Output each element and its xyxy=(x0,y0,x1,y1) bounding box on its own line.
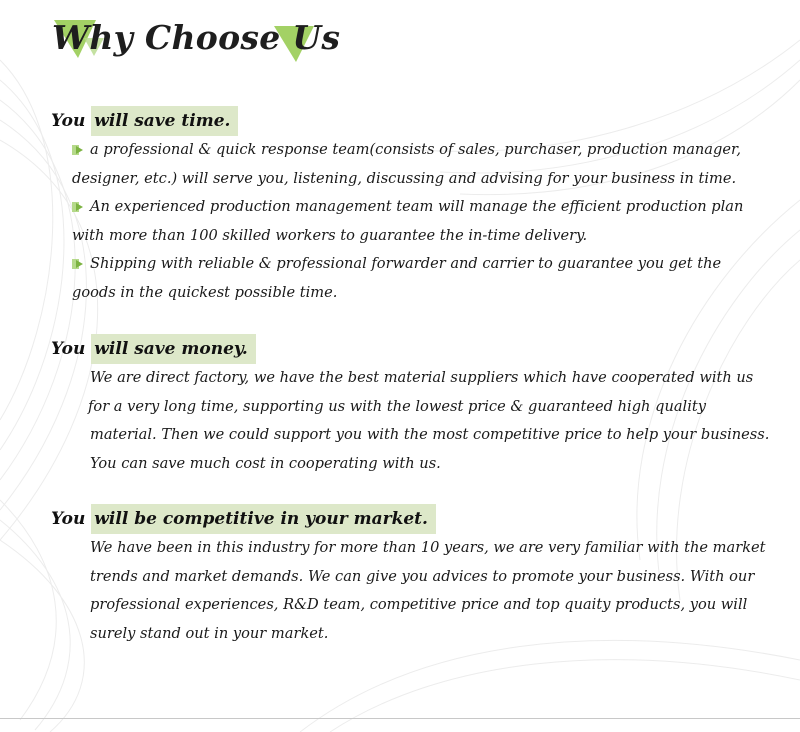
list-item xyxy=(72,193,772,250)
bullet-line: a professional & quick response team(consists of sales, purchaser, production manager, xyxy=(90,141,741,158)
section-paragraph xyxy=(90,534,780,648)
heading-prefix: You xyxy=(51,111,86,131)
bullet-line: designer, etc.) will serve you, listening, discussing and advising for your business in time. xyxy=(72,169,737,187)
heading-highlight: will save time. xyxy=(91,106,238,136)
paragraph-line: You can save much cost in cooperating with us. xyxy=(90,454,441,472)
heading-highlight: will save money. xyxy=(91,334,255,364)
bottom-divider xyxy=(0,718,800,719)
paragraph-line: We are direct factory, we have the best material suppliers which have cooperated with us xyxy=(90,369,754,386)
paragraph-line: trends and market demands. We can give you advices to promote your business. With our xyxy=(90,567,755,585)
paragraph-line: for a very long time, supporting us with the lowest price & guaranteed high quality xyxy=(88,397,706,415)
list-item xyxy=(72,250,772,307)
paragraph-line: material. Then we could support you with the most competitive price to help your business. xyxy=(90,426,770,444)
bullet-list xyxy=(72,136,772,308)
bullet-line: goods in the quickest possible time. xyxy=(72,283,338,301)
bullet-line: Shipping with reliable & professional forwarder and carrier to guarantee you get the xyxy=(90,255,722,273)
green-arrow-bullet-icon xyxy=(72,144,84,156)
section-heading xyxy=(51,504,436,534)
green-arrow-bullet-icon xyxy=(72,201,84,213)
list-item xyxy=(72,136,772,193)
title-block xyxy=(44,8,341,64)
paragraph-line: surely stand out in your market. xyxy=(90,624,329,642)
heading-prefix: You xyxy=(51,339,86,359)
section-paragraph xyxy=(90,364,780,478)
section-heading xyxy=(51,106,238,136)
paragraph-line: We have been in this industry for more than 10 years, we are very familiar with the market xyxy=(90,539,766,556)
green-arrow-bullet-icon xyxy=(72,258,84,270)
paragraph-line: professional experiences, R&D team, competitive price and top quaity products, you will xyxy=(90,596,748,614)
heading-prefix: You xyxy=(51,509,86,529)
bullet-line: An experienced production management team will manage the efficient production plan xyxy=(90,198,744,216)
bullet-line: with more than 100 skilled workers to guarantee the in-time delivery. xyxy=(72,226,588,244)
page-title: Why Choose Us xyxy=(52,18,341,57)
heading-highlight: will be competitive in your market. xyxy=(91,504,436,534)
section-heading xyxy=(51,334,256,364)
